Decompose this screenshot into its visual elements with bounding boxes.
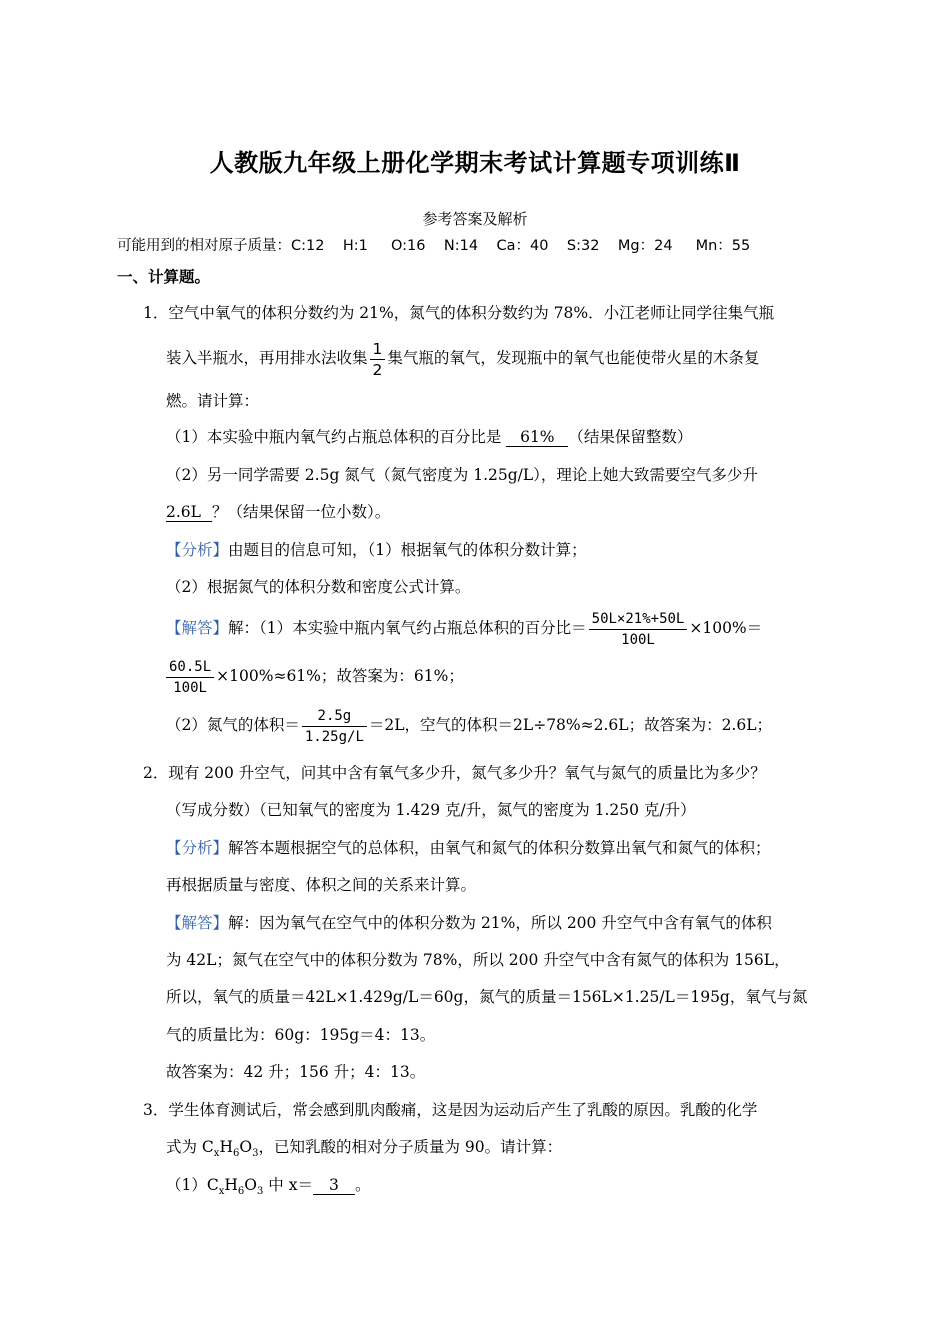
q1-part-1-answer: 61% bbox=[506, 428, 568, 447]
q2-solution-3: 所以，氧气的质量＝42L×1.429g/L＝60g，氮气的质量＝156L×1.25/L＝195g，氧气与氮 bbox=[166, 988, 808, 1006]
q3-line-1: 3．学生体育测试后，常会感到肌肉酸痛，这是因为运动后产生了乳酸的原因。乳酸的化学 bbox=[143, 1101, 758, 1119]
atomic-masses: 可能用到的相对原子质量：C:12 H:1 O:16 N:14 Ca：40 S:32 Mg：24 Mn：55 bbox=[117, 238, 751, 254]
q2-answer: 故答案为：42 升；156 升；4：13。 bbox=[166, 1063, 426, 1081]
q2-analysis-2: 再根据质量与密度、体积之间的关系来计算。 bbox=[166, 876, 477, 894]
page-subtitle: 参考答案及解析 bbox=[422, 210, 528, 228]
q1-part-1: （1）本实验中瓶内氧气约占瓶总体积的百分比是 61% （结果保留整数） bbox=[166, 428, 693, 446]
q3-part-1: $(1)C_xH_6O_3$ 中 x＝ 3 。 bbox=[166, 1176, 371, 1198]
analysis-tag: 【分析】 bbox=[166, 541, 229, 559]
q2-line-1: 2．现有 200 升空气，问其中含有氧气多少升，氮气多少升？氧气与氮气的质量比为多少？ bbox=[143, 764, 766, 782]
q2-analysis: 【分析】解答本题根据空气的总体积，由氧气和氮气的体积分数算出氧气和氮气的体积； bbox=[166, 839, 771, 857]
q3-part-1-answer: 3 bbox=[313, 1176, 355, 1195]
page-title: 人教版九年级上册化学期末考试计算题专项训练Ⅱ bbox=[209, 149, 741, 177]
q1-solution-3: （2）氮气的体积＝ $\frac{2.5g}{1.25g/L}$ ＝2L，空气的体积＝2L÷78%≈2.6L；故答案为：2.6L； bbox=[166, 707, 773, 745]
q1-solution-fraction-2: $\frac{60.5L}{100L}$ bbox=[166, 657, 214, 698]
q2-solution-2: 为 42L；氮气在空气中的体积分数为 78%，所以 200 升空气中含有氮气的体积为 156L， bbox=[166, 951, 790, 969]
q1-solution-fraction-3: $\frac{2.5g}{1.25g/L}$ bbox=[302, 706, 367, 747]
q1-solution-1: 【解答】解：（1）本实验中瓶内氧气约占瓶总体积的百分比＝ $\frac{50L\times 21\%+50L}{100L}$ ×100%＝ bbox=[166, 610, 763, 648]
solution-tag: 【解答】 bbox=[166, 619, 229, 637]
q1-solution-fraction-1: $\frac{50L\times 21\%+50L}{100L}$ bbox=[589, 609, 688, 650]
q3-line-2: 式为 $C_xH_6O_3$，已知乳酸的相对分子质量为 90。请计算： bbox=[166, 1138, 563, 1160]
q1-line-1: 1．空气中氧气的体积分数约为 21%，氮气的体积分数约为 78%．小江老师让同学往集气瓶 bbox=[143, 304, 775, 322]
q1-part-2-answer: 2.6L bbox=[166, 503, 212, 522]
q1-line-2: 装入半瓶水，再用排水法收集 $\frac{1}{2}$ 集气瓶的氧气，发现瓶中的氧气也能使带火星的木条复 bbox=[166, 339, 760, 379]
q1-analysis: 【分析】由题目的信息可知，（1）根据氧气的体积分数计算； bbox=[166, 541, 587, 559]
q1-line-3: 燃。请计算： bbox=[166, 392, 260, 410]
q1-part-2: （2）另一同学需要 2.5g 氮气（氮气密度为 1.25g/L），理论上她大致需要空气多少升 bbox=[166, 466, 758, 484]
q1-solution-2: $\frac{60.5L}{100L}$ ×100%≈61%；故答案为：61%； bbox=[166, 654, 464, 698]
q2-solution-1: 【解答】解：因为氧气在空气中的体积分数为 21%，所以 200 升空气中含有氧气的体积 bbox=[166, 914, 772, 932]
q1-analysis-2: （2）根据氮气的体积分数和密度公式计算。 bbox=[166, 578, 471, 596]
q2-solution-4: 气的质量比为：60g：195g＝4：13。 bbox=[166, 1026, 436, 1044]
section-heading: 一、计算题。 bbox=[117, 268, 211, 286]
analysis-tag: 【分析】 bbox=[166, 839, 229, 857]
solution-tag: 【解答】 bbox=[166, 914, 229, 932]
q1-part-2-cont: 2.6L ？（结果保留一位小数）。 bbox=[166, 503, 391, 521]
q2-line-2: （写成分数）（已知氧气的密度为 1.429 克/升，氮气的密度为 1.250 克/升） bbox=[166, 801, 696, 819]
q1-fraction: $\frac{1}{2}$ bbox=[370, 339, 386, 380]
